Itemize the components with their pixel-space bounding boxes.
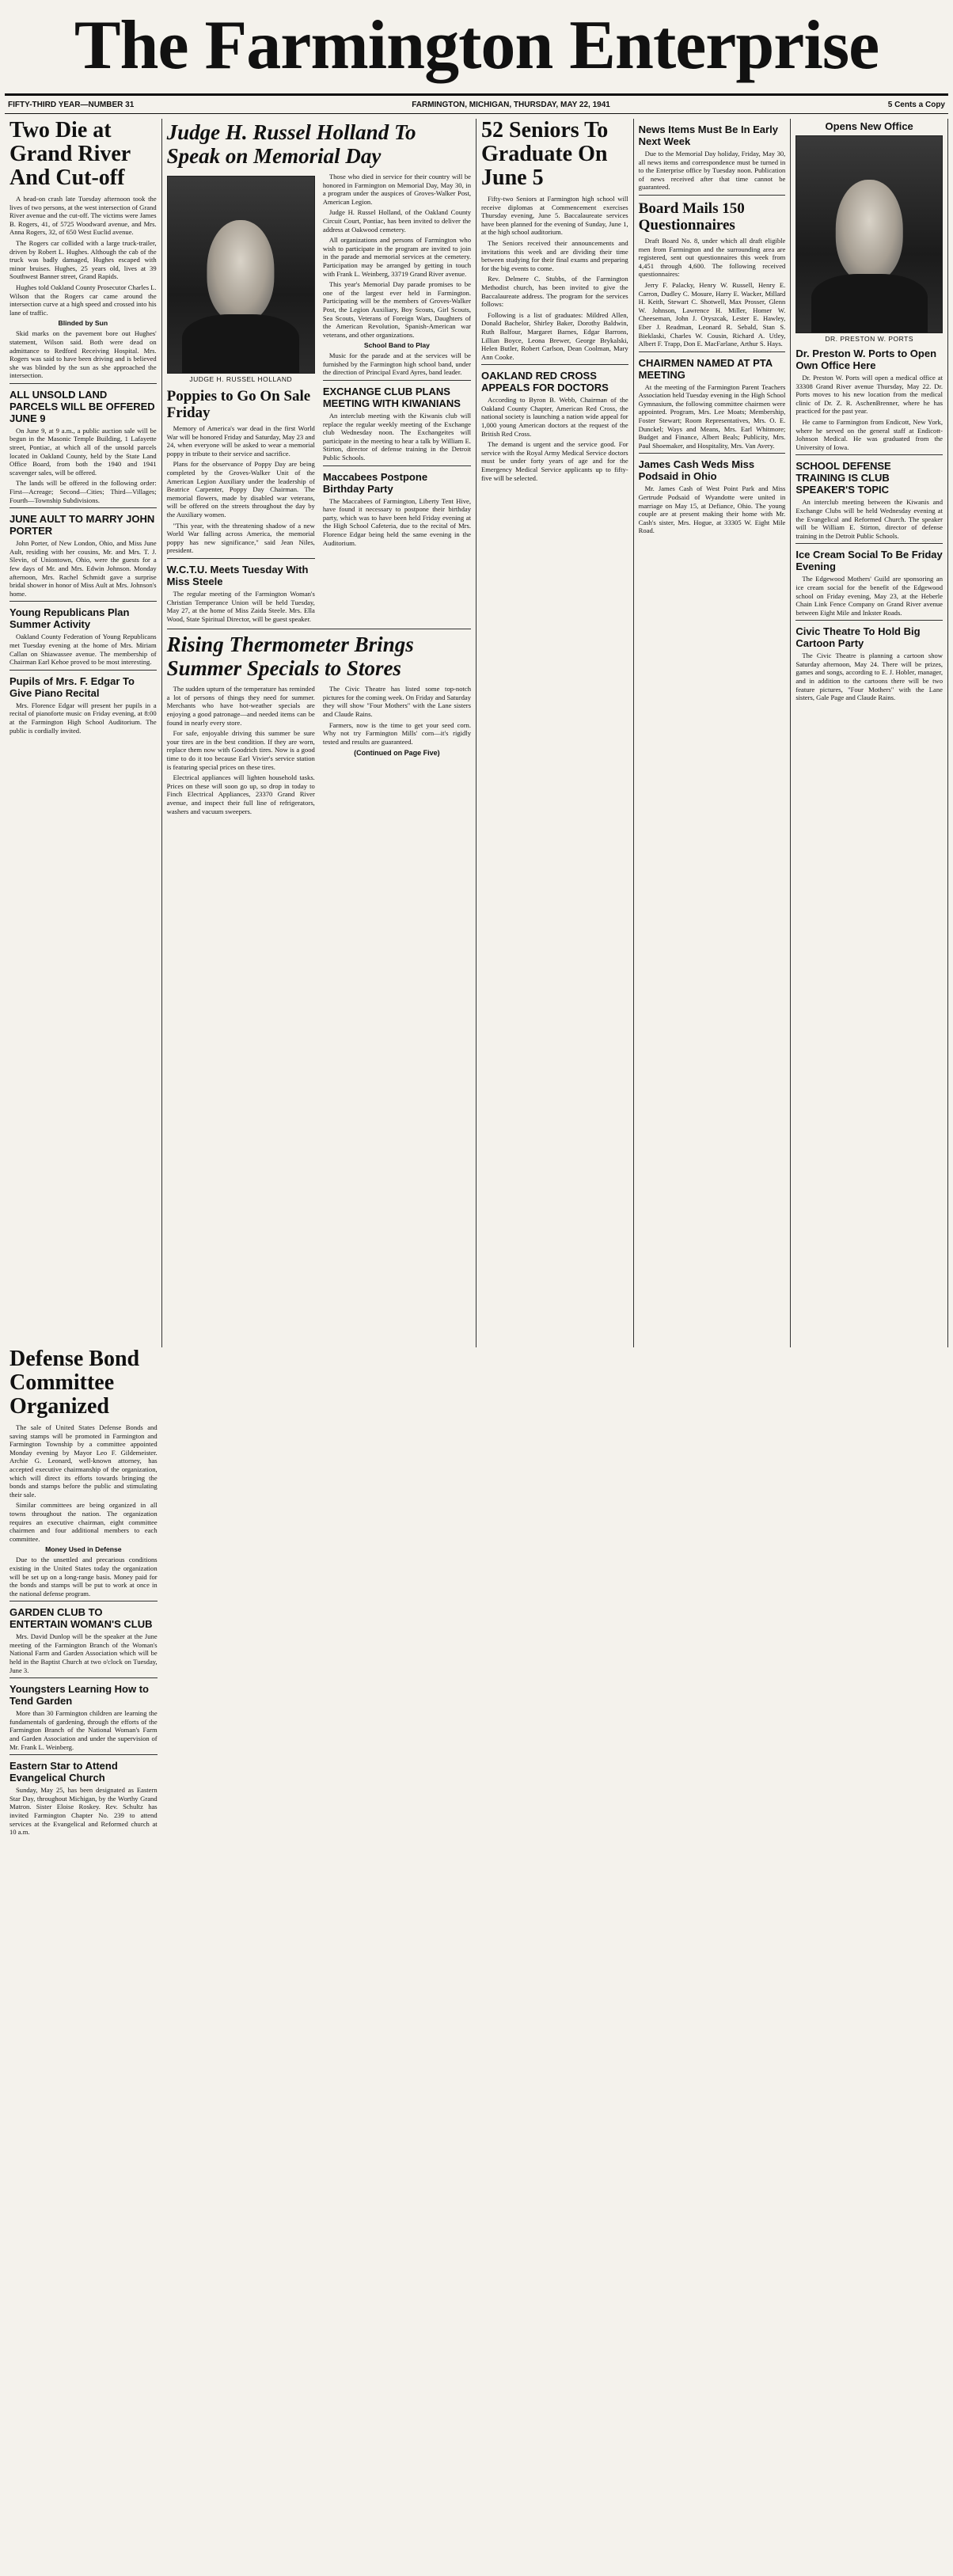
headline-two-die: Two Die at Grand River And Cut-off: [9, 119, 131, 190]
divider: [9, 670, 157, 671]
article-text: Due to the Memorial Day holiday, Friday, May 30, all news items and correspondence must be turned in to the Enterprise office by Tuesday noon. Publication of news received after that time cannot be guaranteed.: [638, 150, 786, 192]
judge-holland-photo: [167, 176, 315, 374]
article-text: The Civic Theatre has listed some top-notch pictures for the coming week. On Friday and Saturday they will show "Four Mothers" with the Lane sisters and Claude Rains.: [322, 685, 471, 719]
headline-civic-theatre: Civic Theatre To Hold Big Cartoon Party: [795, 625, 921, 650]
holland-left: [167, 173, 315, 625]
headline-youngsters-garden: Youngsters Learning How to Tend Garden: [9, 1683, 149, 1708]
article-text: Oakland County Federation of Young Republicans met Tuesday evening at the home of Mrs. Miriam Callan on Shiawassee avenue. The membership of Chairman Earl Kehoe proved to be most interesting.: [9, 633, 157, 667]
subheading: Money Used in Defense: [45, 1545, 122, 1554]
article-text: Following is a list of graduates: Mildred Allen, Donald Bachelor, Shirley Baker, Dorothy Baldwin, Ruth Balfour, Margaret Barnes, Edgar Barrons, Lillian Boyce, Leona Brewer, George Brykalski, Helen Butler, Robert Carlson, Dean Coolman, Mary Ann Cooke.: [481, 310, 628, 361]
article-text: An interclub meeting between the Kiwanis and Exchange Clubs will be held Wednesday evening at the Evangelical and Reformed Church. The speaker will be William E. Stirton, director of defense training in the Detroit Public Schools.: [795, 498, 943, 540]
holland-right: [323, 173, 471, 625]
article-text: "This year, with the threatening shadow of a new World War falling across America, the memorial poppy has new significance," said Jean Niles, president.: [166, 521, 315, 555]
article-text: For safe, enjoyable driving this summer be sure your tires are in the best condition. If they are worn, replace them now with Goodrich tires. Now is a good time to do it too because Earl Vivier's service station is featuring special prices on these tires.: [166, 729, 315, 771]
headline-dr-ports: Dr. Preston W. Ports to Open Own Office Here: [795, 348, 937, 371]
columns: [5, 119, 948, 1837]
article-text: Electrical appliances will lighten household tasks. Prices on these will soon go up, so drop in today to Finch Electrical Appliances, 23370 Grand River avenue, and inspect their full line of refrigerators, washers and vacuum sweepers.: [166, 773, 315, 815]
divider: [323, 380, 471, 381]
headline-poppies: Poppies to Go On Sale Friday: [166, 388, 311, 421]
column-6: [5, 1347, 162, 2576]
headline-cash-weds: James Cash Weds Miss Podsaid in Ohio: [638, 458, 755, 483]
headline-june-ault: JUNE AULT TO MARRY JOHN PORTER: [9, 513, 155, 538]
portrait-face: [207, 220, 275, 322]
kicker-opens-office: Opens New Office: [825, 120, 913, 132]
article-text: Sunday, May 25, has been designated as Eastern Star Day, throughout Michigan, by the Worthy Grand Matron. Sister Eloise Roskey. Rev. Schultz has invited Farmington Chapter No. 239 to attend services at the Evangelical and Reformed church at 10 a.m.: [9, 1786, 158, 1837]
article-text: More than 30 Farmington children are learning the fundamentals of gardening, through the efforts of the Farmington Branch of the National Woman's Farm and Garden Association and under the supervision of Mr. Frank L. Weinberg.: [9, 1709, 158, 1751]
divider: [795, 620, 943, 621]
column-3: [476, 119, 634, 1347]
article-text: Rev. Delmere C. Stubbs, of the Farmington Methodist church, has been invited to give the Baccalaureate address. The program for the services follows:: [481, 275, 628, 309]
article-text: Memory of America's war dead in the first World War will be honored Friday and Saturday, May 23 and 24, when everyone will be asked to wear a memorial poppy in tribute to their service and sacrifice.: [166, 424, 315, 458]
article-text: Due to the unsettled and precarious conditions existing in the United States today the organization will be set up on a long-range basis. Money paid for the bonds and stamps will be put to work at once in the national defense program.: [9, 1556, 158, 1598]
holland-section: [167, 173, 471, 625]
article-text: Fifty-two Seniors at Farmington high school will receive diplomas at Commencement exercises Thursday evening, June 5. Baccalaureate services have been planned for the evening of Sunday, June 1, at the high school auditorium.: [481, 195, 628, 237]
headline-maccabees: Maccabees Postpone Birthday Party: [322, 470, 428, 495]
headline-unsold-land: ALL UNSOLD LAND PARCELS WILL BE OFFERED JUNE 9: [9, 388, 155, 424]
divider: [9, 383, 157, 384]
article-text: The sudden upturn of the temperature has reminded a lot of persons of things they need for summer. Merchants who have hot-weather specials are enjoying a good patronage—and needed items can be found in nearly every store.: [166, 685, 315, 727]
article-text: The lands will be offered in the following order: First—Acreage; Second—Cities; Third—Villages; Fourth—Township Subdivisions.: [9, 479, 157, 504]
article-text: An interclub meeting with the Kiwanis club will replace the regular weekly meeting of the Exchange club Wednesday noon. The Exchangeites will participate in the meeting to hear a talk by William E. Stirton, director of defense training in the Detroit Public Schools.: [322, 412, 471, 462]
article-text: Plans for the observance of Poppy Day are being completed by the Groves-Walker Unit of the American Legion Auxiliary under the leadership of Beatrice Carpenter, Poppy Day Chairman. The memorial flowers, made by disabled war veterans, will be offered on the streets throughout the day by the Auxiliary women.: [166, 460, 315, 519]
divider: [795, 543, 943, 544]
article-text: The sale of United States Defense Bonds and saving stamps will be promoted in Farmington and Farmington Township by a committee appointed Monday evening by Mayor Leo F. Gildemeister. Archie G. Leonard, well-known attorney, has accepted executive chairmanship of the organization, which will direct its efforts towards bringing the bonds and stamps before the public and stimulating their sale.: [9, 1423, 158, 1499]
article-text: The Edgewood Mothers' Guild are sponsoring an ice cream social for the benefit of the Edgewood school on Friday evening, May 23, at the Heberle Chain Link Fence Company on Grand River avenue between Eight Mile and Inkster Roads.: [795, 575, 943, 617]
article-text: The regular meeting of the Farmington Woman's Christian Temperance Union will be held Tuesday, May 27, at the home of Miss Zaida Steele. Mrs. Ella Wood, State Spiritual Director, will be guest speaker.: [166, 589, 315, 623]
headline-news-items: News Items Must Be In Early Next Week: [638, 123, 778, 147]
article-text: Skid marks on the pavement bore out Hughes' statement, Wilson said. Both were dead on admittance to Redford Receiving Hospital. Mrs. Rogers was said to have been driving and is believed she was blinded by the sun as she approached the intersection.: [9, 329, 157, 380]
article-text: Mrs. David Dunlop will be the speaker at the June meeting of the Farmington Branch of the Woman's National Farm and Garden Association which will be held in the Baptist Church at two o'clock on Tuesday, June 3.: [9, 1632, 158, 1674]
divider: [481, 364, 628, 365]
headline-red-cross: OAKLAND RED CROSS APPEALS FOR DOCTORS: [481, 370, 609, 394]
article-text: All organizations and persons of Farmington who wish to participate in the program are invited to join in the parade and memorial services at the cemetery. Participation may be arranged by getting in touch with Frank L. Weinberg, 33719 Grand River avenue.: [322, 236, 471, 278]
article-text: He came to Farmington from Endicott, New York, where he served on the general staff at Endicott-Johnson Medical. He was graduated from the University of Iowa.: [795, 417, 943, 451]
headline-seniors: 52 Seniors To Graduate On June 5: [481, 119, 609, 190]
divider: [639, 195, 786, 196]
divider: [323, 465, 471, 466]
divider: [795, 454, 943, 455]
article-text: On June 9, at 9 a.m., a public auction sale will be begun in the Masonic Temple Building, 1 Lafayette street, Pontiac, at which all of the unsold parcels located in Oakland County, held by the State Land Office Board, from both the 1940 and 1941 scavenger sales, will be offered.: [9, 426, 157, 477]
photo-caption: JUDGE H. RUSSEL HOLLAND: [189, 375, 293, 383]
price: 5 Cents a Copy: [887, 100, 945, 109]
volume-number: FIFTY-THIRD YEAR—NUMBER 31: [8, 100, 135, 109]
headline-wctu: W.C.T.U. Meets Tuesday With Miss Steele: [166, 563, 309, 587]
divider: [9, 1754, 158, 1755]
photo-caption: DR. PRESTON W. PORTS: [825, 335, 914, 343]
article-text: Similar committees are being organized in all towns throughout the nation. The organization requires an executive chairman, eight committee chairmen and four additional members to each committee.: [9, 1501, 158, 1543]
article-text: Judge H. Russel Holland, of the Oakland County Circuit Court, Pontiac, has been invited to deliver the address at Oakwood cemetery.: [322, 208, 471, 234]
article-text: Those who died in service for their country will be honored in Farmington on Memorial Day, May 30, in a program under the auspices of Groves-Walker Post, American Legion.: [322, 173, 471, 206]
headline-piano-recital: Pupils of Mrs. F. Edgar To Give Piano Recital: [9, 674, 135, 699]
headline-garden-club: GARDEN CLUB TO ENTERTAIN WOMAN'S CLUB: [9, 1606, 153, 1631]
article-text: At the meeting of the Farmington Parent Teachers Association held Tuesday evening in the High School Gymnasium, the following committee chairmen were appointed. Program, Mrs. Lee Moats; Membership, Foster Stewart; Room Representatives, Mrs. O. E. Dunckel; Ways and Means, Mrs. Earl Whitmore; Budget and Finance, Albert Beals; Publicity, Mrs. Paul Shoemaker, and Hospitality, Mrs. Van Avery.: [638, 382, 786, 450]
headline-rising-thermometer: Rising Thermometer Brings Summer Specials to Stores: [166, 633, 414, 681]
divider: [9, 507, 157, 508]
divider: [9, 601, 157, 602]
portrait-face: [836, 180, 902, 282]
article-text: According to Byron B. Webb, Chairman of the Oakland County Chapter, American Red Cross, the national society is launching a nation wide appeal for 1,000 young American doctors at the request of the British Red Cross.: [481, 396, 628, 438]
column-1: [5, 119, 162, 1347]
headline-board-mails: Board Mails 150 Questionnaires: [638, 199, 745, 234]
publication-date: FARMINGTON, MICHIGAN, THURSDAY, MAY 22, 1941: [412, 100, 610, 109]
article-text: This year's Memorial Day parade promises to be one of the largest ever held in Farmington. Participating will be the members of Groves-Walker Post, the Legion Auxiliary, Boy Scouts, Girl Scouts, Sea Scouts, Veterans of Foreign Wars, Daughters of the American Revolution, Spanish-American war veterans, and other organizations.: [322, 280, 471, 339]
headline-eastern-star: Eastern Star to Attend Evangelical Church: [9, 1760, 118, 1784]
article-text: John Porter, of New London, Ohio, and Miss June Ault, residing with her cousins, Mr. and Mrs. T. J. Slevin, of Uniontown, Ohio, were the guests for a few days of Mr. and Mrs. Edwin Johnson. Monday afternoon, Mrs. Rachel Schmidt gave a surprise bridal shower in honor of Miss Ault at Mrs. Johnson's home.: [9, 539, 157, 598]
article-text: Dr. Preston W. Ports will open a medical office at 33308 Grand River avenue Thursday, May 22. Dr. Ports moves to his new location from the medical clinic of Dr. Z. R. AschenBrenner, where he has practiced for the past year.: [795, 374, 943, 416]
article-text: A head-on crash late Tuesday afternoon took the lives of two persons, at the west intersection of Grand River avenue and the cut-off. The victims were James B. Rogers, 41, of 5725 Woodward avenue, and Mrs. Anna Rogers, 32, of 650 West Euclid avenue.: [9, 195, 157, 237]
divider: [9, 1677, 158, 1678]
rising-right: [323, 685, 471, 818]
headline-defense-bond: Defense Bond Committee Organized: [9, 1347, 140, 1419]
subheading: School Band to Play: [363, 341, 430, 350]
article-text: Hughes told Oakland County Prosecutor Charles L. Wilson that the Rogers car came around the intersection curve at a high speed and crossed into his lane of traffic.: [9, 283, 157, 317]
article-text: The Maccabees of Farmington, Liberty Tent Hive, have found it necessary to postpone their birthday party, which was to have been held Friday evening at the High School Cafeteria, due to the recital of Mrs. Florence Edgar being held the same evening in the Auditorium.: [322, 496, 471, 547]
dateline-bar: [5, 93, 948, 114]
article-text: Mr. James Cash of West Point Park and Miss Gertrude Podsaid of Wyandotte were united in marriage on May 15, at Defiance, Ohio. The young couple are at present making their home with Mr. Cash's sister, Mrs. Hogue, at 33305 W. Eight Mile Road.: [638, 484, 786, 535]
article-text: The Seniors received their announcements and invitations this week and are dividing their time between studying for their final exams and preparing for the big events to come.: [481, 238, 628, 272]
column-4: [634, 119, 792, 1347]
rising-left: [167, 685, 315, 818]
subheading: Blinded by Sun: [58, 319, 108, 328]
headline-pta-chairmen: CHAIRMEN NAMED AT PTA MEETING: [638, 356, 773, 381]
divider: [639, 351, 786, 352]
headline-ice-cream: Ice Cream Social To Be Friday Evening: [795, 549, 943, 573]
article-text: Jerry F. Palacky, Henry W. Russell, Henry E. Carron, Dudley C. Mosure, Harry E. Wacker, Millard H. Keith, Stewart C. Shotwell, Max Prosser, Glenn W. Johnson, Lawrence H. Miller, Homer W. Cheeseman, John J. Oryszcak, Lester E. Hawley, Eber J. Readman, Leonard R. Sebald, Stan S. Bieklaski, Charles W. Cousin, Richard A. Utley, Albert F. Trapp, Don E. MacFarlane, Arthur S. Hays.: [638, 280, 786, 348]
headline-young-republicans: Young Republicans Plan Summer Activity: [9, 606, 130, 631]
article-text: Mrs. Florence Edgar will present her pupils in a recital of pianoforte music on Friday evening, at 8:00 at the Farmington High School Auditorium. The public is cordially invited.: [9, 701, 157, 735]
article-text: Farmers, now is the time to get your seed corn. Why not try Farmington Mills' corn—it's rigidly tested and results are guaranteed.: [322, 720, 471, 746]
headline-school-defense: SCHOOL DEFENSE TRAINING IS CLUB SPEAKER'S TOPIC: [795, 460, 891, 496]
column-2-3: [162, 119, 476, 1347]
rising-section: [167, 685, 471, 818]
divider: [639, 453, 786, 454]
masthead: [5, 0, 948, 93]
headline-judge-holland: Judge H. Russel Holland To Speak on Memorial Day: [166, 120, 416, 168]
divider: [167, 558, 315, 559]
article-text: Music for the parade and at the services will be furnished by the Farmington high school band, under the direction of Principal Evard Ayres, band leader.: [322, 351, 471, 377]
article-text: The Rogers car collided with a large truck-trailer, driven by Robert L. Hughes. Although the cab of the truck was badly damaged, Hughes escaped with minor bruises. Hughes, 25 years old, lives at 39 Southwest Banner street, Grand Rapids.: [9, 238, 157, 281]
article-text: Draft Board No. 8, under which all draft eligible men from Farmington and the surrounding area are registered, sent out questionnaires this week from 4,451 through 4,600. The following received questionnaires:: [638, 236, 786, 279]
newspaper-title: The Farmington Enterprise: [74, 7, 879, 84]
dr-ports-photo: [795, 135, 943, 333]
article-text: The demand is urgent and the service good. For service with the Royal Army Medical Service doctors must be under forty years of age and for the Emergency Medical Service applicants up to fifty-five will be selected.: [481, 440, 628, 482]
portrait-suit: [811, 274, 928, 332]
article-text: The Civic Theatre is planning a cartoon show Saturday afternoon, May 24. There will be prizes, games and songs, according to E. J. Hobler, manager, and in addition to the cartoons there will be two feature pictures, "Four Mothers" with the Lane sisters, Gale Page and Claude Rains.: [795, 652, 943, 702]
portrait-suit: [182, 314, 299, 373]
column-5: [791, 119, 948, 1347]
headline-exchange-club: EXCHANGE CLUB PLANS MEETING WITH KIWANIANS: [322, 386, 461, 410]
continued-note: (Continued on Page Five): [354, 749, 440, 758]
